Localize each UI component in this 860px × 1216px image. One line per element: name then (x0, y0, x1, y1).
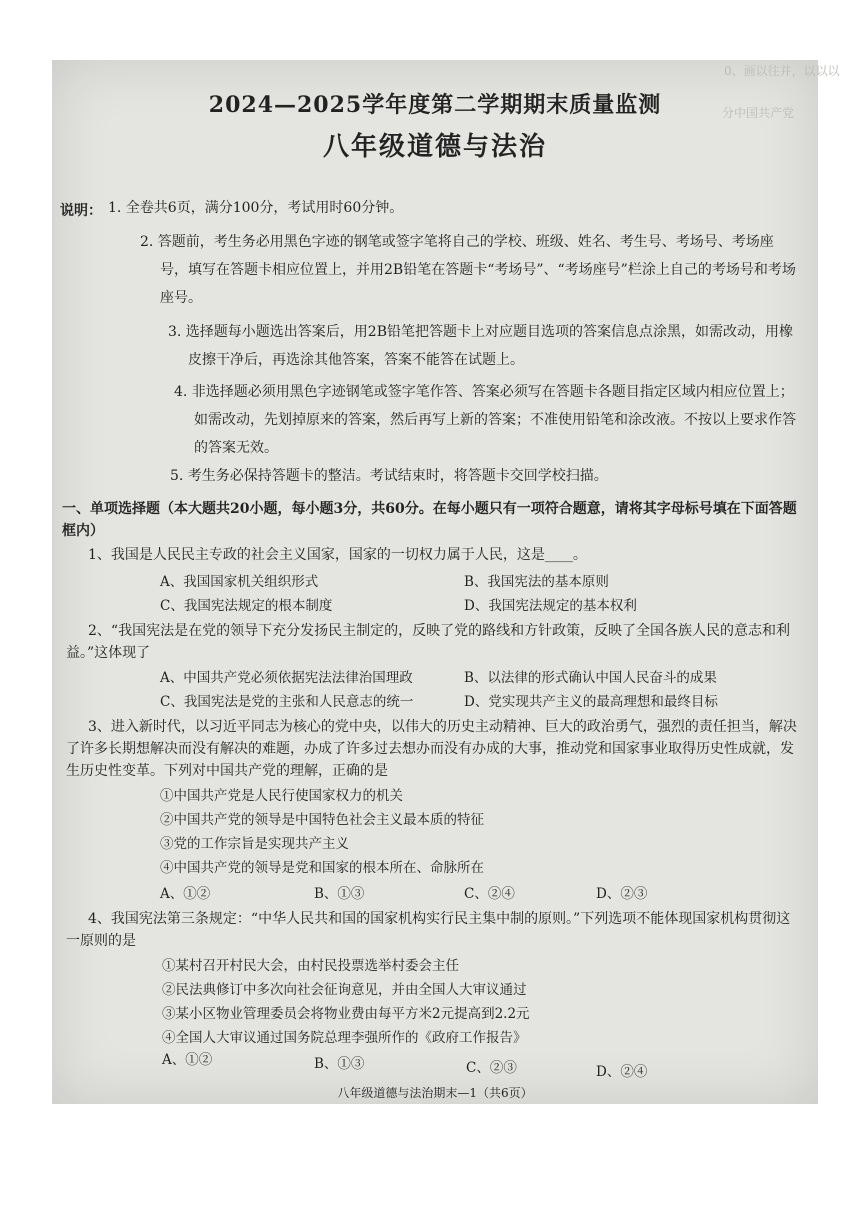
page-footer: 八年级道德与法治期末—1（共6页） (337, 1086, 533, 1100)
question-option: C、②④ (464, 886, 515, 902)
question-statement: ③党的工作宗旨是实现共产主义 (160, 836, 349, 852)
exam-paper-photo (52, 60, 840, 1104)
exam-subject-title: 八年级道德与法治 (322, 132, 547, 162)
question-option: B、我国宪法的基本原则 (464, 574, 609, 590)
question-option: D、党实现共产主义的最高理想和最终目标 (464, 694, 718, 710)
instruction-item: 1. 全卷共6页，满分100分，考试用时60分钟。 (108, 200, 404, 216)
instruction-item: 2. 答题前，考生务必用黑色字迹的钢笔或签字笔将自己的学校、班级、姓名、考生号、考场号、考场座号，填写在答题卡相应位置上，并用2B铅笔在答题卡“考场号”、“考场座号”栏涂上自己的考场号和考场座号。 (140, 234, 796, 306)
question-stem: 4、我国宪法第三条规定：“中华人民共和国的国家机构实行民主集中制的原则。”下列选项不能体现国家机构贯彻这一原则的是 (66, 911, 791, 949)
question-option: B、①③ (314, 886, 365, 902)
question-statement: ④全国人大审议通过国务院总理李强所作的《政府工作报告》 (162, 1030, 527, 1046)
exam-title: 2024—2025学年度第二学期期末质量监测 (208, 92, 662, 118)
question-statement: ④中国共产党的领导是党和国家的根本所在、命脉所在 (160, 860, 484, 876)
question-statement: ②中国共产党的领导是中国特色社会主义最本质的特征 (160, 812, 484, 828)
question-statement: ②民法典修订中多次向社会征询意见，并由全国人大审议通过 (162, 982, 527, 998)
question-option: A、中国共产党必须依据宪法法律治国理政 (160, 670, 413, 686)
question-stem: 2、“我国宪法是在党的领导下充分发扬民主制定的，反映了党的路线和方针政策，反映了全国各族人民的意志和利益。”这体现了 (66, 623, 791, 661)
question-option: A、①② (162, 1052, 213, 1068)
question-statement: ①某村召开村民大会，由村民投票选举村委会主任 (162, 958, 459, 974)
question-option: A、①② (160, 886, 211, 902)
section-heading: 一、单项选择题（本大题共20小题，每小题3分，共60分。在每小题只有一项符合题意，请将其字母标号填在下面答题框内） (62, 501, 797, 539)
question-statement: ①中国共产党是人民行使国家权力的机关 (160, 788, 403, 804)
question-stem: 3、进入新时代，以习近平同志为核心的党中央，以伟大的历史主动精神、巨大的政治勇气，强烈的责任担当，解决了许多长期想解决而没有解决的难题，办成了许多过去想办而没有办成的大事，推动党和国家事业取得历史性成就，发生历史性变革。下列对中国共产党的理解，正确的是 (66, 719, 797, 779)
bleed-through-text: 0、画以往并，以以以 (724, 64, 840, 78)
question-option: C、我国宪法是党的主张和人民意志的统一 (160, 694, 414, 710)
question-stem: 1、我国是人民民主专政的社会主义国家，国家的一切权力属于人民，这是____。 (88, 547, 587, 563)
question-option: D、②③ (596, 886, 648, 902)
instruction-item: 4. 非选择题必须用黑色字迹钢笔或签字笔作答、答案必须写在答题卡各题目指定区域内相应位置上；如需改动，先划掉原来的答案，然后再写上新的答案；不准使用铅笔和涂改液。不按以上要求作答的答案无效。 (174, 384, 796, 456)
question-option: B、以法律的形式确认中国人民奋斗的成果 (464, 670, 717, 686)
question-option: A、我国国家机关组织形式 (160, 574, 319, 590)
question-option: C、我国宪法规定的根本制度 (160, 598, 333, 614)
instructions-label: 说明： (60, 203, 102, 219)
question-option: B、①③ (314, 1056, 365, 1072)
instruction-item: 3. 选择题每小题选出答案后，用2B铅笔把答题卡上对应题目选项的答案信息点涂黑，如需改动，用橡皮擦干净后，再选涂其他答案，答案不能答在试题上。 (168, 324, 794, 368)
question-option: D、②④ (596, 1064, 648, 1080)
bleed-through-text: 分中国共产党 (722, 106, 795, 120)
question-option: C、②③ (466, 1060, 517, 1076)
question-statement: ③某小区物业管理委员会将物业费由每平方米2元提高到2.2元 (162, 1006, 530, 1022)
instruction-item: 5. 考生务必保持答题卡的整洁。考试结束时，将答题卡交回学校扫描。 (170, 468, 608, 484)
question-option: D、我国宪法规定的基本权利 (464, 598, 637, 614)
